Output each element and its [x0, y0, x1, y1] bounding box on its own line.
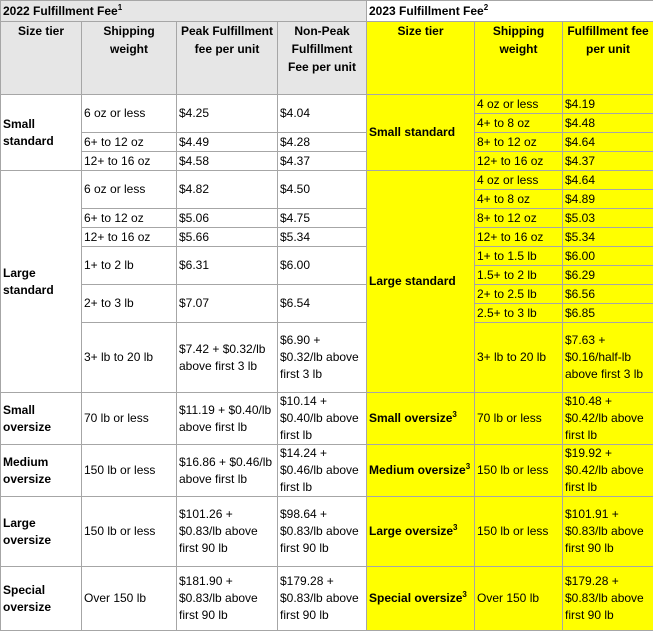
non-peak-fee-cell: $6.00 — [278, 247, 367, 285]
peak-fee-cell: $11.19 + $0.40/lb above first lb — [177, 393, 278, 445]
peak-fee-cell: $5.66 — [177, 228, 278, 247]
weight-cell: 12+ to 16 oz — [475, 228, 563, 247]
peak-fee-cell: $7.42 + $0.32/lb above first 3 lb — [177, 323, 278, 393]
size-tier-cell: Special oversize — [1, 567, 82, 631]
weight-cell: 4 oz or less — [475, 95, 563, 114]
size-tier-cell: Large standard — [367, 171, 475, 393]
weight-cell: 3+ lb to 20 lb — [475, 323, 563, 393]
peak-fee-cell: $4.82 — [177, 171, 278, 209]
weight-cell: 150 lb or less — [82, 445, 177, 497]
peak-fee-cell: $181.90 + $0.83/lb above first 90 lb — [177, 567, 278, 631]
weight-cell: 3+ lb to 20 lb — [82, 323, 177, 393]
fee-cell: $4.64 — [563, 133, 653, 152]
size-tier-cell — [367, 445, 475, 497]
weight-cell: 150 lb or less — [475, 445, 563, 497]
non-peak-fee-cell: $98.64 + $0.83/lb above first 90 lb — [278, 497, 367, 567]
non-peak-fee-cell: $4.75 — [278, 209, 367, 228]
weight-cell: 6+ to 12 oz — [82, 133, 177, 152]
fee-cell: $6.29 — [563, 266, 653, 285]
fee-cell: $6.56 — [563, 285, 653, 304]
column-header-shipping-weight: Shipping weight — [475, 22, 563, 95]
footnote-marker: 3 — [465, 462, 471, 471]
non-peak-fee-cell: $10.14 + $0.40/lb above first lb — [278, 393, 367, 445]
peak-fee-cell: $5.06 — [177, 209, 278, 228]
size-tier-cell: Large oversize — [1, 497, 82, 567]
weight-cell: 6 oz or less — [82, 171, 177, 209]
fee-cell: $101.91 + $0.83/lb above first 90 lb — [563, 497, 653, 567]
non-peak-fee-cell: $14.24 + $0.46/lb above first lb — [278, 445, 367, 497]
fee-cell: $6.85 — [563, 304, 653, 323]
fee-cell: $4.48 — [563, 114, 653, 133]
weight-cell: Over 150 lb — [475, 567, 563, 631]
size-tier-cell: Small standard — [1, 95, 82, 171]
non-peak-fee-cell: $4.04 — [278, 95, 367, 133]
non-peak-fee-cell: $4.50 — [278, 171, 367, 209]
size-tier-label: Medium oversize — [369, 463, 466, 477]
peak-fee-cell: $6.31 — [177, 247, 278, 285]
fee-cell: $6.00 — [563, 247, 653, 266]
size-tier-cell: Small oversize — [1, 393, 82, 445]
size-tier-cell: Medium oversize — [1, 445, 82, 497]
size-tier-label: Large oversize — [369, 524, 454, 538]
weight-cell: 1+ to 1.5 lb — [475, 247, 563, 266]
footnote-marker: 3 — [462, 590, 467, 599]
size-tier-label: Special oversize — [369, 591, 463, 605]
weight-cell: 1+ to 2 lb — [82, 247, 177, 285]
size-tier-cell — [367, 497, 475, 567]
fees-2023-title: 2023 Fulfillment Fee — [369, 3, 484, 18]
weight-cell: 6+ to 12 oz — [82, 209, 177, 228]
fees-2023-table — [366, 0, 653, 631]
weight-cell: 4 oz or less — [475, 171, 563, 190]
weight-cell: 70 lb or less — [475, 393, 563, 445]
fee-cell: $19.92 + $0.42/lb above first lb — [563, 445, 653, 497]
weight-cell: 2+ to 3 lb — [82, 285, 177, 323]
column-header-shipping-weight: Shipping weight — [82, 22, 177, 95]
peak-fee-cell: $7.07 — [177, 285, 278, 323]
non-peak-fee-cell: $6.90 + $0.32/lb above first 3 lb — [278, 323, 367, 393]
peak-fee-cell: $4.49 — [177, 133, 278, 152]
weight-cell: 2+ to 2.5 lb — [475, 285, 563, 304]
peak-fee-cell: $4.58 — [177, 152, 278, 171]
footnote-marker: 2 — [483, 2, 489, 12]
size-tier-cell: Large standard — [1, 171, 82, 393]
size-tier-cell — [367, 567, 475, 631]
fees-2022-title: 2022 Fulfillment Fee — [3, 3, 118, 18]
weight-cell: 1.5+ to 2 lb — [475, 266, 563, 285]
fees-2023-title-cell — [367, 1, 653, 22]
non-peak-fee-cell: $5.34 — [278, 228, 367, 247]
weight-cell: 8+ to 12 oz — [475, 133, 563, 152]
fee-cell: $5.03 — [563, 209, 653, 228]
weight-cell: 70 lb or less — [82, 393, 177, 445]
weight-cell: 4+ to 8 oz — [475, 190, 563, 209]
size-tier-cell: Small standard — [367, 95, 475, 171]
column-header-non-peak-fee: Non-Peak Fulfillment Fee per unit — [278, 22, 367, 95]
column-header-size-tier: Size tier — [367, 22, 475, 95]
column-header-fee: Fulfillment fee per unit — [563, 22, 653, 95]
fee-cell: $4.89 — [563, 190, 653, 209]
weight-cell: 2.5+ to 3 lb — [475, 304, 563, 323]
size-tier-label: Small oversize — [369, 411, 453, 425]
weight-cell: 8+ to 12 oz — [475, 209, 563, 228]
fee-cell: $10.48 + $0.42/lb above first lb — [563, 393, 653, 445]
non-peak-fee-cell: $4.28 — [278, 133, 367, 152]
footnote-marker: 1 — [117, 2, 123, 12]
fee-cell: $4.19 — [563, 95, 653, 114]
column-header-size-tier: Size tier — [1, 22, 82, 95]
non-peak-fee-cell: $179.28 + $0.83/lb above first 90 lb — [278, 567, 367, 631]
peak-fee-cell: $16.86 + $0.46/lb above first lb — [177, 445, 278, 497]
weight-cell: 4+ to 8 oz — [475, 114, 563, 133]
fee-cell: $5.34 — [563, 228, 653, 247]
weight-cell: 150 lb or less — [475, 497, 563, 567]
fee-cell: $4.37 — [563, 152, 653, 171]
fee-cell: $179.28 + $0.83/lb above first 90 lb — [563, 567, 653, 631]
fees-2022-title-cell — [1, 1, 367, 22]
weight-cell: 12+ to 16 oz — [475, 152, 563, 171]
weight-cell: 12+ to 16 oz — [82, 228, 177, 247]
peak-fee-cell: $101.26 + $0.83/lb above first 90 lb — [177, 497, 278, 567]
footnote-marker: 3 — [452, 410, 457, 419]
fee-cell: $7.63 + $0.16/half-lb above first 3 lb — [563, 323, 653, 393]
weight-cell: Over 150 lb — [82, 567, 177, 631]
peak-fee-cell: $4.25 — [177, 95, 278, 133]
non-peak-fee-cell: $4.37 — [278, 152, 367, 171]
non-peak-fee-cell: $6.54 — [278, 285, 367, 323]
weight-cell: 12+ to 16 oz — [82, 152, 177, 171]
weight-cell: 150 lb or less — [82, 497, 177, 567]
weight-cell: 6 oz or less — [82, 95, 177, 133]
size-tier-cell — [367, 393, 475, 445]
fee-cell: $4.64 — [563, 171, 653, 190]
column-header-peak-fee: Peak Fulfillment fee per unit — [177, 22, 278, 95]
footnote-marker: 3 — [453, 523, 458, 532]
